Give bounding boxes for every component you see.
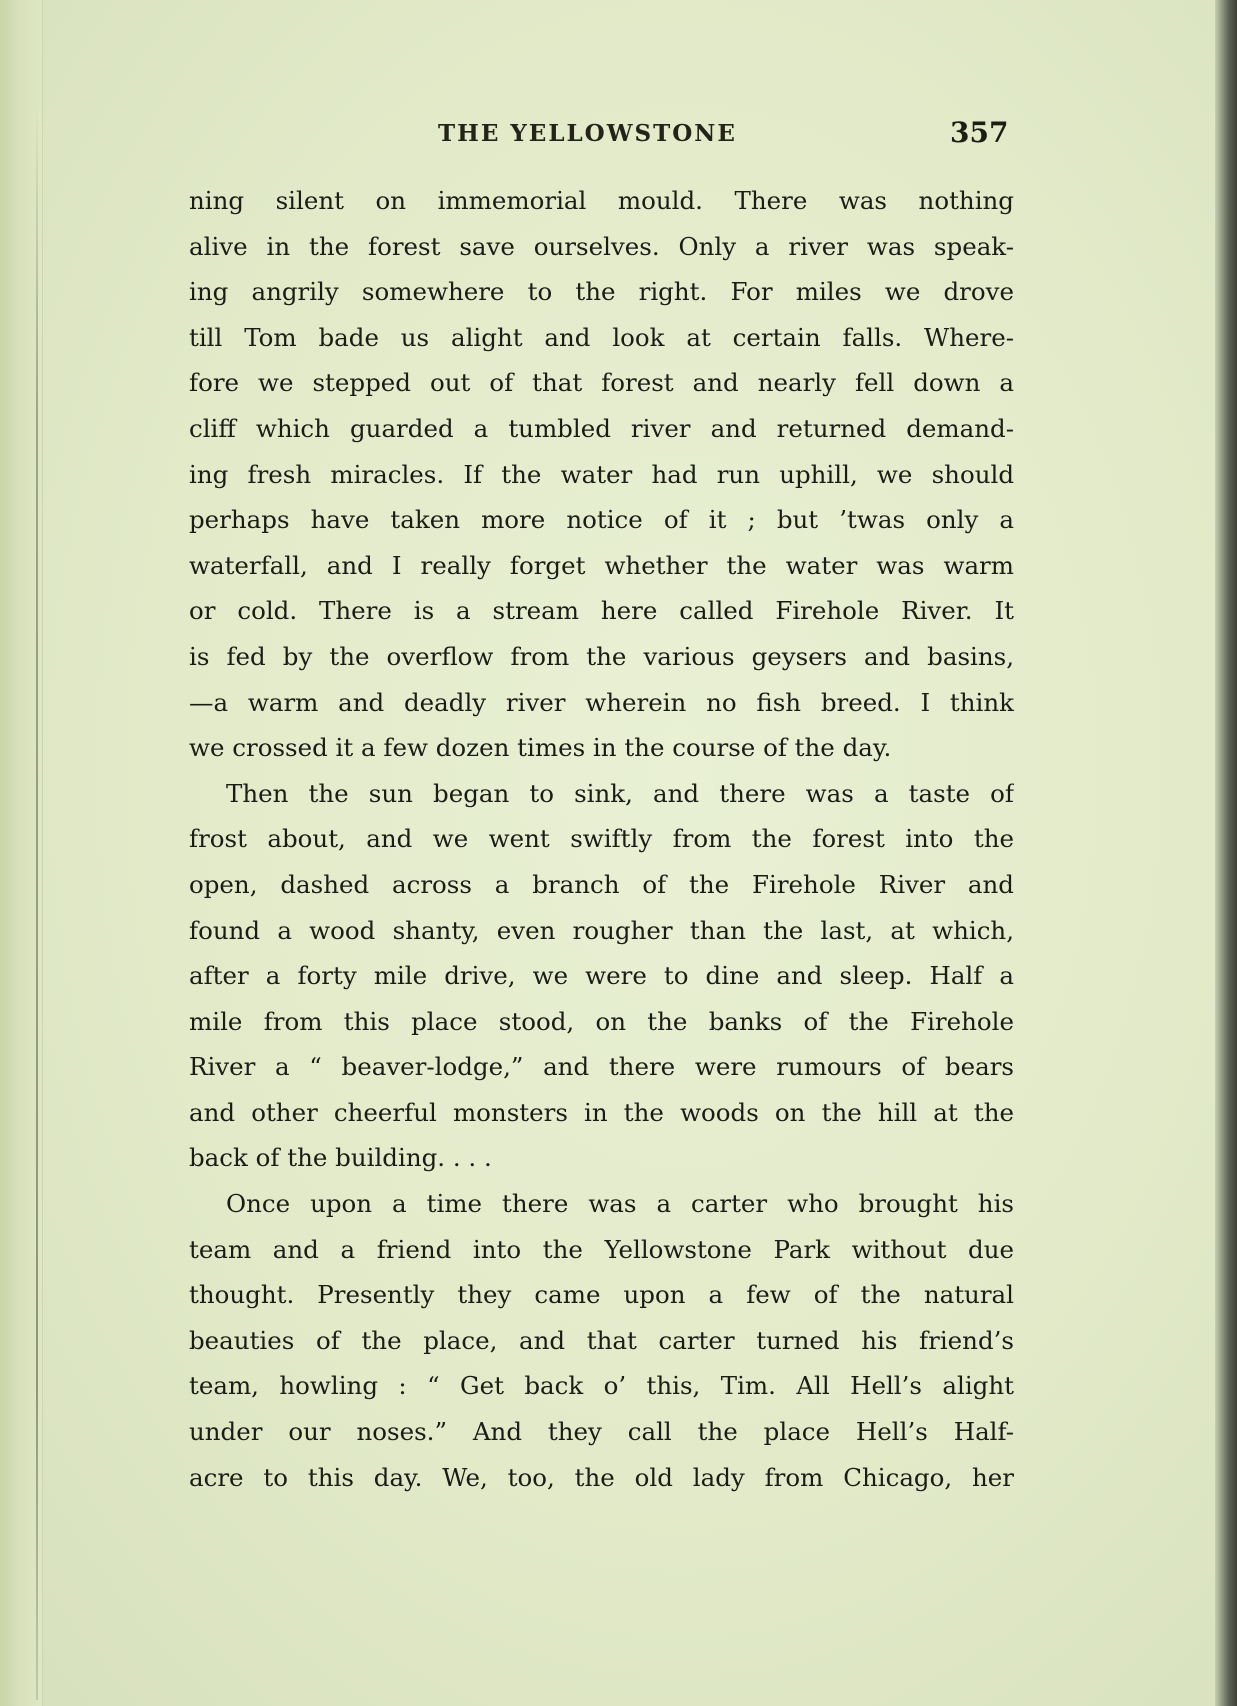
paragraph-first-line: Then the sun began to sink, and there was a taste of	[226, 778, 1014, 808]
text-line: we crossed it a few dozen times in the course of the day.	[189, 733, 892, 763]
text-line: after a forty mile drive, we were to dine and sleep. Half a	[189, 961, 1014, 991]
text-line: River a “ beaver-lodge,” and there were rumours of bears	[189, 1052, 1014, 1082]
text-line: ning silent on immemorial mould. There was nothing	[189, 186, 1014, 215]
text-line: team and a friend into the Yellowstone Park without due	[189, 1234, 1014, 1264]
text-line: is fed by the overflow from the various geysers and basins,	[189, 641, 1014, 671]
running-header	[190, 108, 1010, 168]
text-line: waterfall, and I really forget whether the water was warm	[189, 550, 1014, 580]
text-line: cliff which guarded a tumbled river and returned demand-	[189, 413, 1014, 443]
text-line: beauties of the place, and that carter turned his friend’s	[189, 1325, 1014, 1355]
paragraph-first-line: Once upon a time there was a carter who brought his	[226, 1189, 1014, 1219]
page-edge-shadow	[1215, 0, 1237, 1706]
text-line: frost about, and we went swiftly from the forest into the	[189, 824, 1014, 854]
text-line: and other cheerful monsters in the woods on the hill at the	[189, 1097, 1014, 1127]
binding-gutter	[0, 0, 43, 1706]
text-line: mile from this place stood, on the banks of the Firehole	[189, 1006, 1014, 1036]
page-number: 357	[950, 116, 1009, 149]
text-line: open, dashed across a branch of the Firehole River and	[189, 869, 1014, 899]
text-line: —a warm and deadly river wherein no fish breed. I think	[189, 687, 1014, 717]
running-title: THE YELLOWSTONE	[438, 120, 737, 147]
binding-edge-line	[36, 100, 38, 1700]
text-line: found a wood shanty, even rougher than the last, at which,	[189, 915, 1014, 945]
text-line: perhaps have taken more notice of it ; but ’twas only a	[189, 505, 1014, 535]
text-line: ing angrily somewhere to the right. For miles we drove	[189, 277, 1014, 307]
text-line: ing fresh miracles. If the water had run uphill, we should	[189, 459, 1014, 489]
text-line: back of the building. . . .	[189, 1143, 492, 1173]
body-text	[189, 178, 1014, 1500]
text-line: or cold. There is a stream here called Firehole River. It	[189, 596, 1014, 626]
text-line: team, howling : “ Get back o’ this, Tim. All Hell’s alight	[189, 1371, 1014, 1401]
text-line: under our noses.” And they call the place Hell’s Half-	[189, 1417, 1014, 1447]
text-line: alive in the forest save ourselves. Only a river was speak-	[189, 231, 1014, 261]
text-line: acre to this day. We, too, the old lady from Chicago, her	[189, 1462, 1014, 1492]
text-line: fore we stepped out of that forest and nearly fell down a	[189, 368, 1014, 398]
text-line: thought. Presently they came upon a few of the natural	[189, 1280, 1014, 1310]
text-line: till Tom bade us alight and look at certain falls. Where-	[189, 322, 1014, 352]
